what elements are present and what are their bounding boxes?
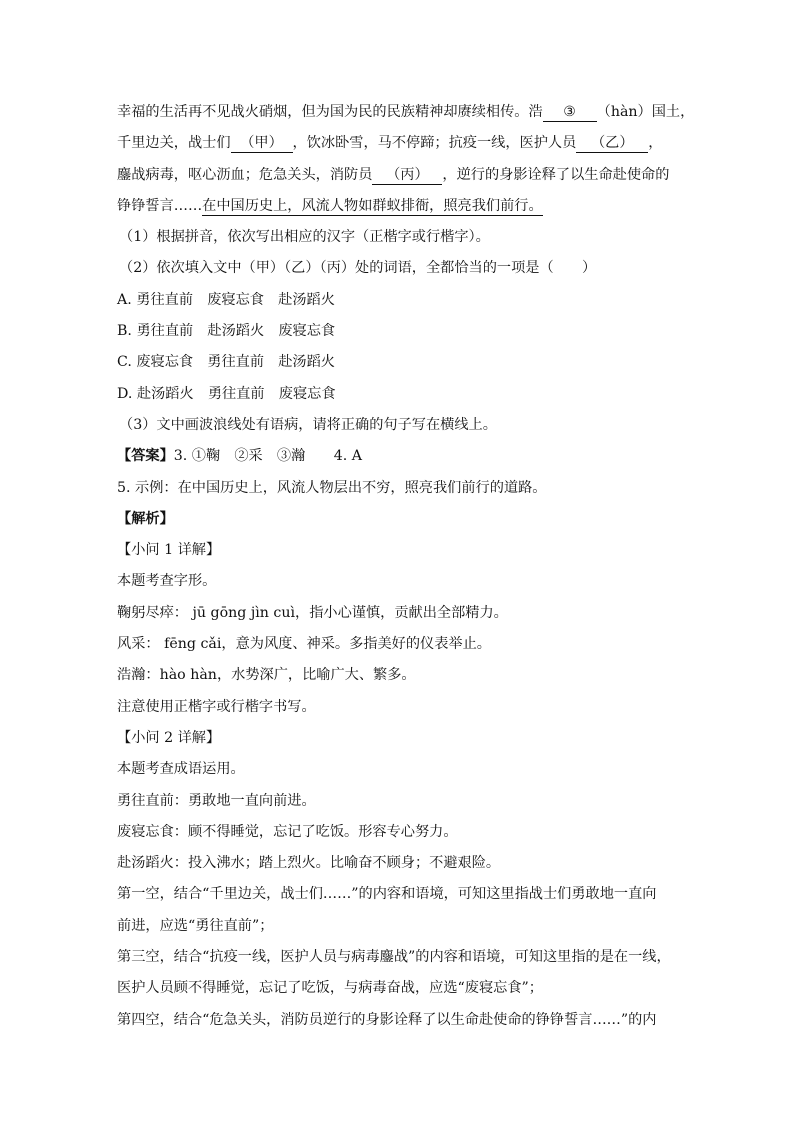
sub1-heading: 【小问 1 详解】 (117, 542, 221, 559)
option-c: C. 废寝忘食 勇往直前 赴汤蹈火 (117, 354, 335, 371)
passage-text: 千里边关，战士们 (117, 135, 231, 152)
answer-label: 【答案】 (117, 448, 174, 465)
answer-line-5: 5. 示例：在中国历史上，风流人物层出不穷，照亮我们前行的道路。 (117, 479, 547, 496)
option-d: D. 赴汤蹈火 勇往直前 废寝忘食 (117, 385, 336, 402)
passage-text: ，逆行的身影诠释了以生命赴使命的 (442, 166, 670, 183)
question-3: （3）文中画波浪线处有语病，请将正确的句子写在横线上。 (119, 416, 497, 433)
sub1-line: 浩瀚：hào hàn，水势深广，比喻广大、繁多。 (117, 667, 416, 684)
sub2-line: 第四空，结合“危急关头，消防员逆行的身影诠释了以生命赴使命的铮铮誓言……”的内 (117, 1011, 657, 1028)
passage-text: 铮铮誓言…… (117, 197, 203, 214)
passage-text: （hàn）国土， (596, 104, 695, 120)
sub2-line: 医护人员顾不得睡觉，忘记了吃饭，与病毒奋战，应选“废寝忘食”； (117, 980, 543, 997)
sub2-line: 第一空，结合“千里边关，战士们……”的内容和语境，可知这里指战士们勇敢地一直向 (117, 886, 657, 903)
wavy-underlined-sentence: 在中国历史上，风流人物如群蚁排衙，照亮我们前行。 (202, 197, 543, 214)
analysis-heading: 【解析】 (117, 510, 174, 527)
sub2-line: 本题考查成语运用。 (117, 761, 245, 778)
sub2-heading: 【小问 2 详解】 (117, 729, 221, 746)
fill-blank-jia: （甲） (231, 134, 293, 153)
sub1-line: 鞠躬尽瘁： jū gōng jìn cuì，指小心谨慎，贡献出全部精力。 (117, 604, 508, 621)
passage-line-2 (117, 128, 697, 159)
passage-line-4 (117, 191, 697, 222)
passage-text: ，饮冰卧雪，马不停蹄；抗疫一线，医护人员 (292, 135, 577, 152)
sub2-line: 废寝忘食：顾不得睡觉，忘记了吃饭。形容专心努力。 (117, 823, 458, 840)
passage-text: 幸福的生活再不见战火硝烟，但为国为民的民族精神却赓续相传。浩 (117, 104, 543, 120)
sub1-line: 风采： fēng cǎi，意为风度、神采。多指美好的仪表举止。 (117, 636, 491, 653)
sub2-line: 第三空，结合“抗疫一线，医护人员与病毒鏖战”的内容和语境，可知这里指的是在一线， (117, 949, 671, 966)
sub1-line: 注意使用正楷字或行楷字书写。 (117, 698, 316, 715)
document-page (117, 97, 697, 1036)
option-a: A. 勇往直前 废寝忘食 赴汤蹈火 (117, 291, 335, 308)
question-2: （2）依次填入文中（甲）（乙）（丙）处的词语，全都恰当的一项是（ ） (119, 260, 597, 277)
answer-line (117, 441, 697, 472)
fill-blank-bing: （丙） (372, 166, 442, 185)
answer-text: 3. ①鞠 ②采 ③瀚 4. A (173, 448, 362, 465)
passage-text: 鏖战病毒，呕心沥血；危急关头，消防员 (117, 166, 373, 183)
passage-line-3 (117, 160, 697, 191)
question-1: （1）根据拼音，依次写出相应的汉字（正楷字或行楷字）。 (119, 229, 490, 246)
sub1-line: 本题考查字形。 (117, 573, 217, 590)
fill-blank-yi: （乙） (576, 134, 648, 153)
passage-line-1 (117, 97, 697, 128)
sub2-line: 前进，应选“勇往直前”； (117, 917, 274, 934)
sub2-line: 赴汤蹈火：投入沸水；踏上烈火。比喻奋不顾身；不避艰险。 (117, 855, 501, 872)
sub2-line: 勇往直前：勇敢地一直向前进。 (117, 792, 316, 809)
option-b: B. 勇往直前 赴汤蹈火 废寝忘食 (117, 323, 336, 340)
passage-text: ， (648, 135, 663, 152)
fill-blank-3: ③ (543, 103, 597, 122)
